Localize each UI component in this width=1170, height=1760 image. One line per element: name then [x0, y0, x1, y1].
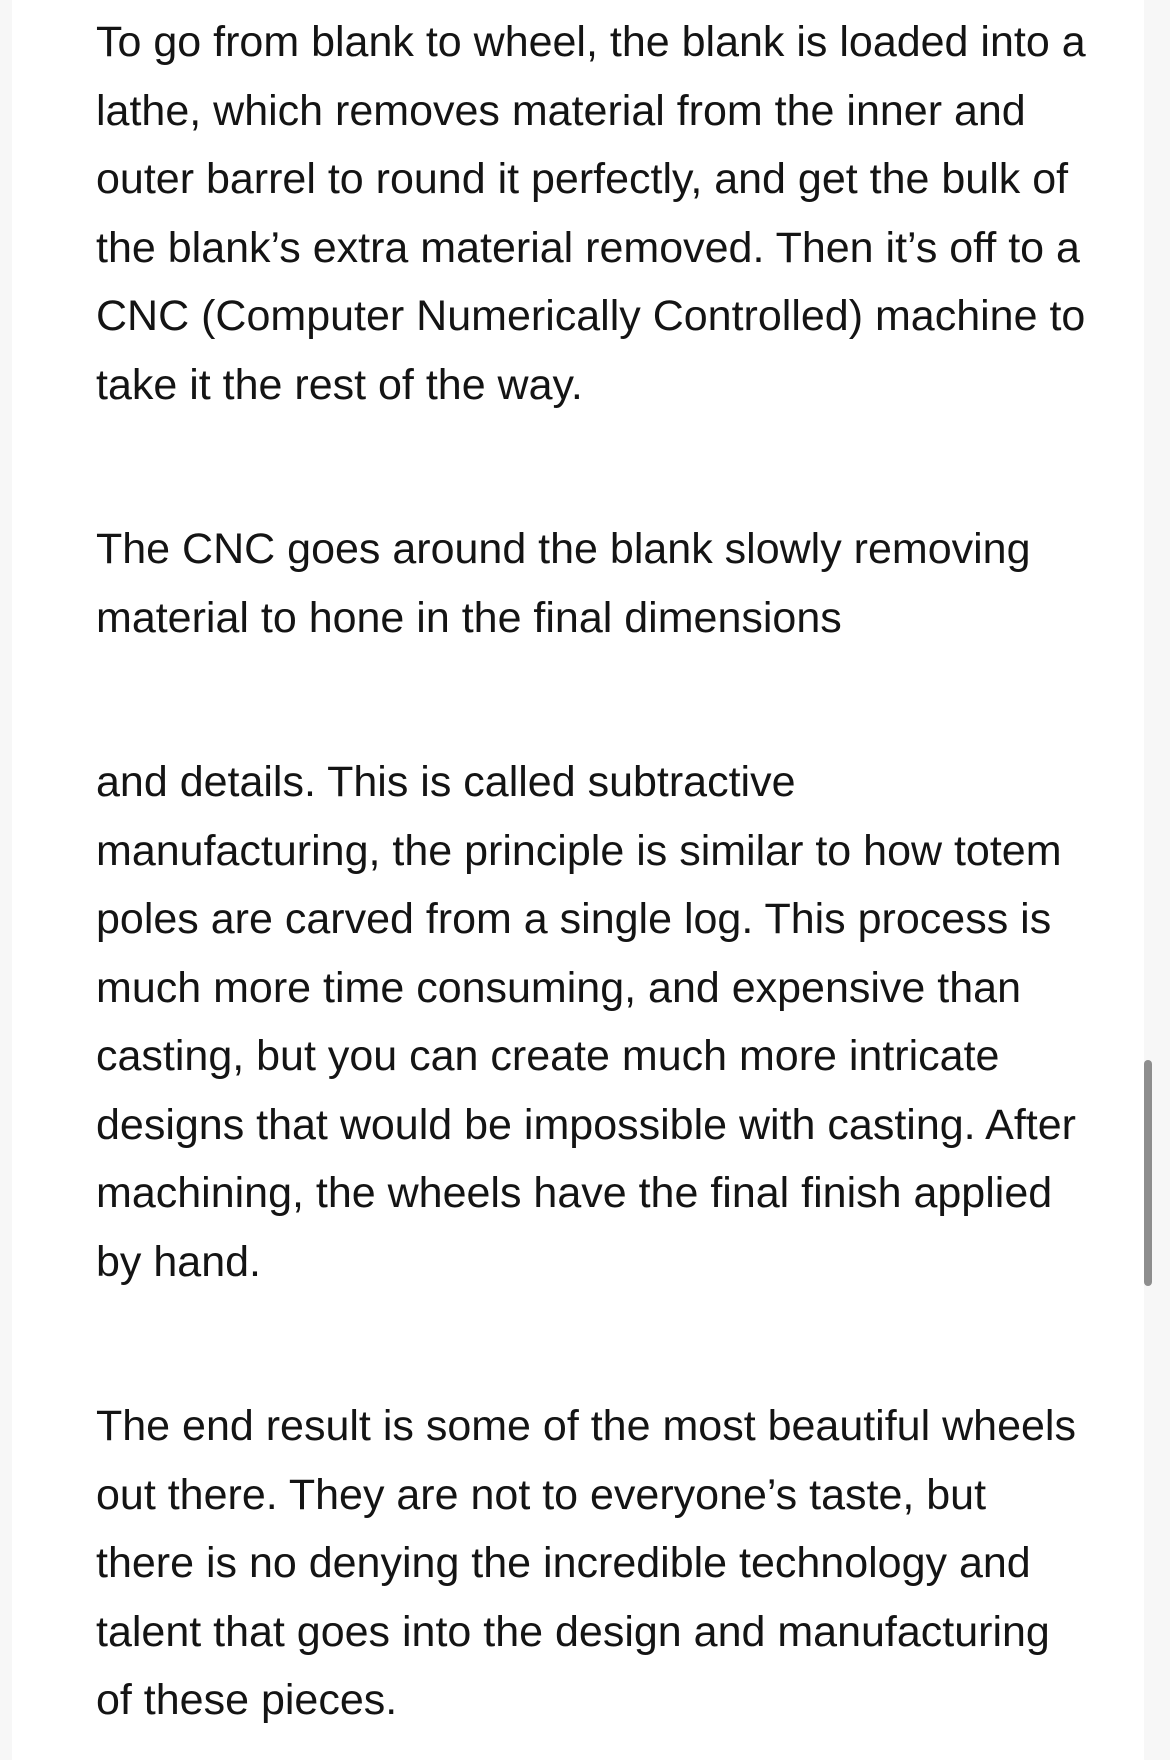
article-body [96, 8, 1086, 1735]
paragraph-cnc: The CNC goes around the blank slowly removing material to hone in the final dimensions [96, 525, 1031, 642]
left-margin-strip [0, 0, 12, 1760]
paragraph-subtractive: and details. This is called subtractive manufacturing, the principle is similar to how totem poles are carved from a single log. This process is much more time consuming, and expensive than casting, but you can create much more intricate designs that would be impossible with casting. After machining, the wheels have the final finish applied by hand. [96, 758, 1076, 1286]
right-margin-strip [1144, 0, 1170, 1760]
paragraph-lathe: To go from blank to wheel, the blank is loaded into a lathe, which removes material from the inner and outer barrel to round it perfectly, and get the bulk of the blank’s extra material removed. Then it’s off to a CNC (Computer Numerically Controlled) machine to take it the rest of the way. [96, 18, 1086, 409]
scrollbar-thumb[interactable] [1144, 1060, 1152, 1286]
paragraph-end-result: The end result is some of the most beautiful wheels out there. They are not to everyone’s taste, but there is no denying the incredible technology and talent that goes into the design and manufacturing of these pieces. [96, 1402, 1076, 1724]
